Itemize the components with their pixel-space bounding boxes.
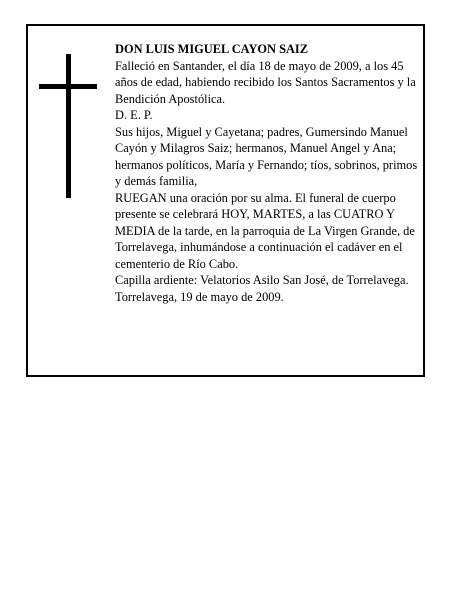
notice-body [115, 41, 421, 305]
cross-vertical-bar [66, 54, 71, 198]
obituary-notice [26, 24, 425, 377]
cross-horizontal-bar [39, 84, 97, 89]
place-date: Torrelavega, 19 de mayo de 2009. [115, 289, 284, 304]
family-list: Sus hijos, Miguel y Cayetana; padres, Gumersindo Manuel Cayón y Milagros Saiz; hermanos, Manuel Angel y Ana; hermanos políticos, María y Fernando; tíos, sobrinos, primos y demás familia, [115, 124, 418, 188]
rip-text: D. E. P. [115, 108, 153, 122]
cross-icon [39, 54, 97, 198]
chapel-info: Capilla ardiente: Velatorios Asilo San José, de Torrelavega. [115, 273, 409, 287]
funeral-request: RUEGAN una oración por su alma. El funeral de cuerpo presente se celebrará HOY, MARTES, a las CUATRO Y MEDIA de la tarde, en la parroquia de La Virgen Grande, de Torrelavega, inhumándose a continuación el cadáver en el cementerio de Río Cabo. [115, 190, 415, 271]
death-statement: Falleció en Santander, el día 18 de mayo de 2009, a los 45 años de edad, habiendo recibido los Santos Sacramentos y la Bendición Apostólica. [115, 58, 416, 106]
deceased-name: DON LUIS MIGUEL CAYON SAIZ [115, 42, 309, 56]
